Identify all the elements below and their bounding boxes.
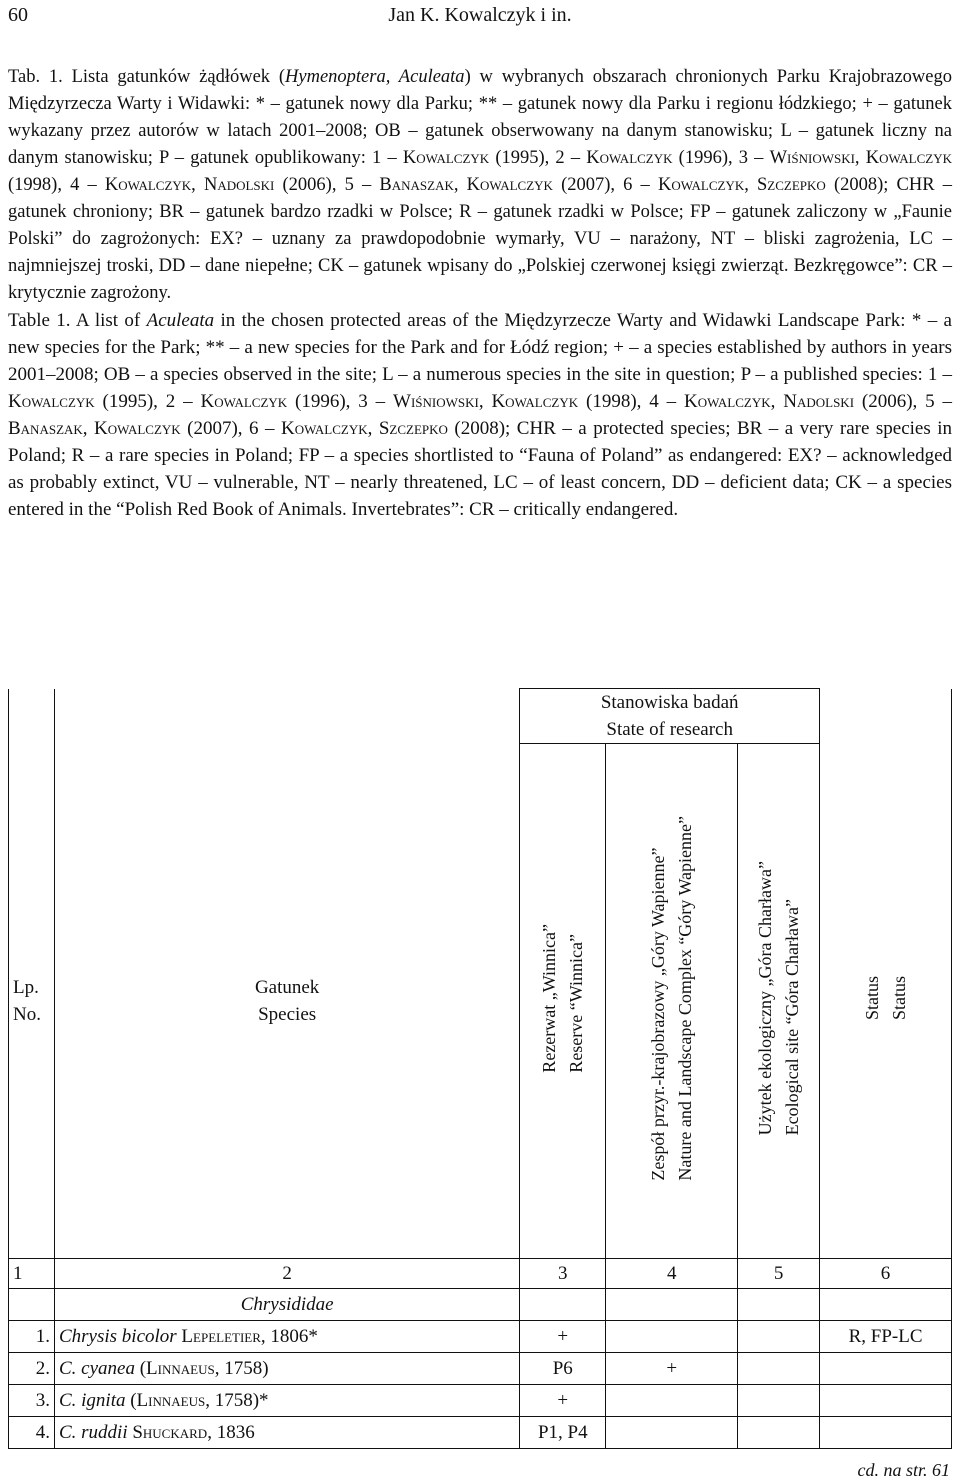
- species-name: C. ruddii: [58, 1421, 128, 1443]
- status-value: [820, 1353, 952, 1385]
- header-ecosite: [738, 744, 820, 1259]
- caption-text: (2008); CHR – a protected species; BR – a very rare species in Poland; R – a rare species in Poland; FP – a species shortlisted to “Fauna of Poland” as endangered: EX? – acknowledged as probably extinct, VU – vulnerable, NT – nearly threatened, LC – of least concern, DD – deficient data; CK – a species entered in the “Polish Red Book of Animals. Invertebrates”: CR – critically endangered.: [8, 418, 953, 520]
- header-status: [820, 744, 952, 1259]
- reserve-value: +: [520, 1385, 606, 1417]
- species-name: C. cyanea: [58, 1357, 135, 1379]
- continuation-note: cd. na str. 61: [857, 1460, 950, 1480]
- table-header-row-top: [9, 689, 952, 744]
- header-status-en: Status: [888, 975, 909, 1020]
- header-ecosite-text: [752, 861, 806, 1135]
- header-reserve-pl: Rezerwat „Winnica”: [538, 923, 559, 1073]
- row-number: 2.: [9, 1353, 55, 1385]
- species-author: (Linnaeus, 1758): [134, 1357, 269, 1379]
- header-reserve-text: [536, 924, 590, 1073]
- ecosite-value: [738, 1417, 820, 1449]
- caption-text: (2007), 6 –: [180, 418, 281, 439]
- ecosite-value: [738, 1353, 820, 1385]
- caption-text: (2008); CHR – gatunek chroniony; BR – gatunek bardzo rzadki w Polsce; R – gatunek rzadki w Polsce; FP – gatunek zaliczony w „Faunie Polski” do zagrożonych: EX? – uznany za prawdopodobnie wymarły, VU – narażony, NT – bliski zagrożenia, LC – najmniejszej troski, DD – dane niepełne; CK – gatunek wpisany do „Polskiej czerwonej księgi zwierząt. Bezkręgowce”: CR – krytycznie zagrożony.: [8, 175, 952, 303]
- complex-value: [606, 1321, 738, 1353]
- caption-text: (1996), 3 –: [287, 391, 394, 412]
- species-table: [8, 688, 952, 1449]
- header-lp-pl: Lp.: [13, 976, 39, 998]
- column-number: 1: [9, 1259, 55, 1289]
- caption-author: Banaszak, Kowalczyk: [379, 175, 553, 195]
- caption-text: A list of: [70, 310, 147, 331]
- status-value: [820, 1385, 952, 1417]
- complex-value: [606, 1417, 738, 1449]
- row-number: 3.: [9, 1385, 55, 1417]
- header-status-text: [859, 976, 913, 1020]
- caption-text: ) w wybranych obszarach chronionych Parku Krajobrazowego Międzyrzecza Warty i Widawki: * – gatunek nowy dla Parku; ** – gatunek nowy dla Parku i regionu łódzkiego; + – gatunek wykazany przez autorów w latach 2001–2008; OB – gatunek obserwowany na danym stanowisku; L – gatunek liczny na danym stanowisku; P – gatunek opublikowany: 1 –: [8, 67, 952, 168]
- species-cell: [54, 1417, 519, 1449]
- family-cell-blank: [520, 1289, 606, 1321]
- status-value: R, FP-LC: [820, 1321, 952, 1353]
- column-number: 5: [738, 1259, 820, 1289]
- row-number: 4.: [9, 1417, 55, 1449]
- complex-value: +: [606, 1353, 738, 1385]
- row-number: 1.: [9, 1321, 55, 1353]
- caption-author: Kowalczyk, Szczepko: [657, 175, 826, 195]
- header-group-sites: [520, 689, 820, 744]
- group-header-en: State of research: [606, 719, 733, 740]
- species-name: C. ignita: [58, 1389, 126, 1411]
- species-cell: [54, 1321, 519, 1353]
- header-complex: [606, 744, 738, 1259]
- caption-author: Wiśniowski, Kowalczyk: [393, 391, 579, 412]
- header-species-pl: Gatunek: [254, 976, 320, 998]
- table-row: [9, 1321, 952, 1353]
- species-cell: [54, 1353, 519, 1385]
- caption-english: [8, 307, 952, 523]
- column-number: 3: [520, 1259, 606, 1289]
- family-cell-blank: [738, 1289, 820, 1321]
- table-row: [9, 1417, 952, 1449]
- page-header: [8, 4, 952, 34]
- header-ecosite-en: Ecological site “Góra Charława”: [781, 898, 802, 1136]
- caption-text: (2006), 5 –: [854, 391, 953, 412]
- caption-taxon: Aculeata: [146, 310, 215, 331]
- header-reserve: [520, 744, 606, 1259]
- caption-text: Lista gatunków żądłówek (: [62, 67, 286, 87]
- caption-author: Banaszak, Kowalczyk: [8, 418, 181, 439]
- caption-author: Kowalczyk: [200, 391, 288, 412]
- header-lp-en: No.: [13, 1003, 41, 1025]
- caption-taxon: Hymenoptera, Aculeata: [285, 67, 465, 87]
- table-row: [9, 1353, 952, 1385]
- caption-polish: [8, 64, 952, 307]
- family-cell-blank: [820, 1289, 952, 1321]
- caption-text: (1995), 2 –: [94, 391, 201, 412]
- caption-author: Kowalczyk, Szczepko: [280, 418, 448, 439]
- caption-text: (2006), 5 –: [274, 175, 380, 195]
- caption-author: Kowalczyk: [586, 148, 673, 168]
- family-cell-blank: [606, 1289, 738, 1321]
- header-status-pl: Status: [861, 975, 882, 1020]
- header-cell-blank: [9, 689, 55, 744]
- complex-value: [606, 1385, 738, 1417]
- reserve-value: +: [520, 1321, 606, 1353]
- header-reserve-en: Reserve “Winnica”: [565, 933, 586, 1073]
- caption-text: (1995), 2 –: [489, 148, 587, 168]
- caption-author: Kowalczyk: [8, 391, 95, 412]
- status-value: [820, 1417, 952, 1449]
- header-ecosite-pl: Użytek ekologiczny „Góra Charława”: [754, 860, 775, 1136]
- caption-author: Kowalczyk: [402, 148, 490, 168]
- header-cell-blank: [820, 689, 952, 744]
- page-number: 60: [8, 4, 28, 26]
- species-name: Chrysis bicolor: [58, 1325, 177, 1347]
- caption-text: (1996), 3 –: [672, 148, 770, 168]
- column-number: 6: [820, 1259, 952, 1289]
- caption-author: Wiśniowski, Kowalczyk: [769, 148, 953, 168]
- caption-label-pl: Tab. 1.: [8, 67, 63, 87]
- caption-author: Kowalczyk, Nadolski: [104, 175, 275, 195]
- column-number: 2: [54, 1259, 519, 1289]
- header-complex-text: [645, 816, 699, 1181]
- species-cell: [54, 1385, 519, 1417]
- group-header-pl: Stanowiska badań: [600, 692, 739, 713]
- species-author: Lepeletier, 1806*: [176, 1325, 318, 1347]
- family-cell-blank: [9, 1289, 55, 1321]
- header-species-en: Species: [258, 1003, 317, 1025]
- header-complex-pl: Zespół przyr.-krajobrazowy „Góry Wapienne”: [647, 847, 668, 1181]
- column-number-row: [9, 1259, 952, 1289]
- header-cell-blank: [54, 689, 519, 744]
- caption-author: Kowalczyk, Nadolski: [683, 391, 855, 412]
- header-complex-en: Nature and Landscape Complex “Góry Wapienne”: [674, 815, 695, 1181]
- family-row: [9, 1289, 952, 1321]
- caption-text: in the chosen protected areas of the Międzyrzecze Warty and Widawki Landscape Park: * – a new species for the Park; ** – a new species for the Park and for Łódź region; + – a species established by authors in years 2001–2008; OB – a species observed in the site; L – a numerous species in the site in question; P – a published species: 1 –: [8, 310, 952, 385]
- table-header-row-main: [9, 744, 952, 1259]
- family-name: Chrysididae: [54, 1289, 519, 1321]
- species-author: (Linnaeus, 1758)*: [125, 1389, 269, 1411]
- species-author: Shuckard, 1836: [127, 1421, 255, 1443]
- table-row: [9, 1385, 952, 1417]
- reserve-value: P6: [520, 1353, 606, 1385]
- running-head-authors: Jan K. Kowalczyk i in.: [388, 4, 572, 26]
- caption-text: (2007), 6 –: [552, 175, 658, 195]
- header-lp: [9, 744, 55, 1259]
- ecosite-value: [738, 1385, 820, 1417]
- caption-text: (1998), 4 –: [8, 175, 105, 195]
- header-species: [54, 744, 519, 1259]
- reserve-value: P1, P4: [520, 1417, 606, 1449]
- caption-label-en: Table 1.: [8, 310, 71, 331]
- column-number: 4: [606, 1259, 738, 1289]
- table-caption: [8, 64, 952, 523]
- ecosite-value: [738, 1321, 820, 1353]
- caption-text: (1998), 4 –: [578, 391, 684, 412]
